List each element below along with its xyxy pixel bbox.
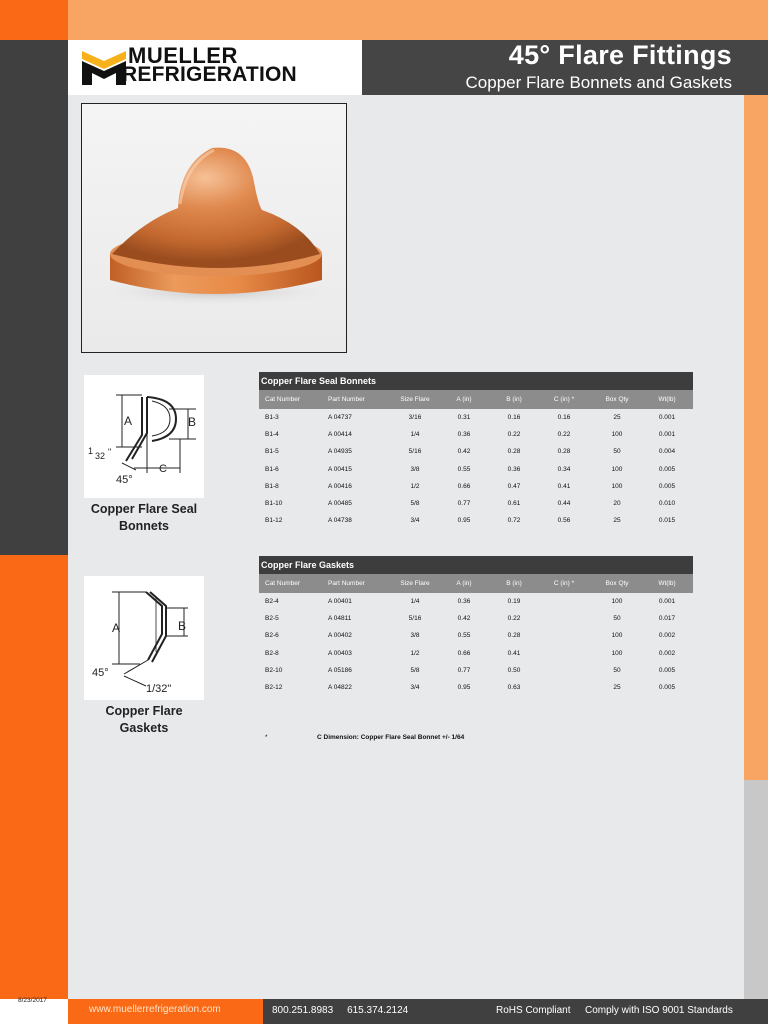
cell-box-qty: 25 <box>613 683 621 691</box>
cell-weight: 0.010 <box>658 499 676 507</box>
gasket-caption <box>74 703 214 737</box>
dim-label-c: C <box>159 463 167 475</box>
cell-b: 0.22 <box>507 615 521 623</box>
cell-a: 0.66 <box>457 649 471 657</box>
cell-size-flare: 3/4 <box>410 517 420 525</box>
table-row <box>259 512 693 529</box>
left-accent-dark <box>0 40 68 555</box>
cell-cat-number: B2-5 <box>265 615 279 623</box>
cell-part-number: A 04737 <box>328 414 352 421</box>
cell-part-number: A 04811 <box>328 615 352 623</box>
cell-size-flare: 3/4 <box>410 683 420 691</box>
col-b: B (in) <box>506 580 522 587</box>
footer-phone-numbers: 800.251.8983 615.374.2124 <box>272 1005 409 1016</box>
cell-b: 0.50 <box>507 666 521 674</box>
dim-label-fraction-num: 1 <box>88 446 94 456</box>
cell-cat-number: B1-3 <box>265 414 279 421</box>
cell-size-flare: 5/16 <box>408 615 422 623</box>
gasket-caption-line1: Copper Flare <box>105 704 183 718</box>
table-row <box>259 495 693 512</box>
col-c: C (in) * <box>553 580 575 587</box>
table-row <box>259 409 693 426</box>
cell-cat-number: B2-12 <box>265 683 283 691</box>
gasket-caption-line2: Gaskets <box>119 721 169 735</box>
gaskets-table <box>259 556 693 696</box>
cell-weight: 0.001 <box>658 414 676 421</box>
cell-box-qty: 50 <box>613 666 621 674</box>
gaskets-table-header <box>259 574 693 593</box>
cell-box-qty: 100 <box>611 465 623 473</box>
cell-part-number: A 00403 <box>328 649 352 657</box>
table-row <box>259 662 693 679</box>
col-size-flare: Size Flare <box>400 396 430 403</box>
cell-size-flare: 5/16 <box>408 448 422 456</box>
col-weight: Wt(lb) <box>658 580 676 587</box>
cell-cat-number: B1-10 <box>265 499 283 507</box>
cell-b: 0.41 <box>507 649 521 657</box>
cell-c: 0.44 <box>557 499 571 507</box>
cell-cat-number: B2-6 <box>265 632 279 640</box>
gasket-label-a: A <box>112 621 121 635</box>
col-part-number: Part Number <box>328 580 365 587</box>
cell-a: 0.36 <box>457 598 471 605</box>
bonnet-caption <box>74 501 214 535</box>
cell-b: 0.22 <box>507 431 521 439</box>
cell-c: 0.41 <box>557 482 571 490</box>
cell-a: 0.55 <box>457 632 471 640</box>
cell-a: 0.77 <box>457 499 471 507</box>
cell-part-number: A 00402 <box>328 632 352 640</box>
cell-cat-number: B1-12 <box>265 517 283 525</box>
top-accent-bar <box>68 0 768 40</box>
bonnet-caption-line1: Copper Flare Seal <box>90 502 198 516</box>
footer-website-link[interactable]: www.muellerrefrigeration.com <box>89 1004 221 1015</box>
dim-label-fraction-den: 32 <box>95 451 106 461</box>
cell-a: 0.95 <box>457 683 471 691</box>
cell-weight: 0.001 <box>658 431 676 439</box>
left-accent-top <box>0 0 68 40</box>
cell-b: 0.19 <box>507 598 521 605</box>
cell-size-flare: 5/8 <box>410 666 420 674</box>
cell-box-qty: 100 <box>611 431 623 439</box>
cell-box-qty: 50 <box>613 615 621 623</box>
cell-cat-number: B1-8 <box>265 482 279 490</box>
page-subtitle: Copper Flare Bonnets and Gaskets <box>465 73 732 92</box>
cell-cat-number: B2-8 <box>265 649 279 657</box>
cell-box-qty: 20 <box>613 499 621 507</box>
bonnet-caption-line2: Bonnets <box>119 519 169 533</box>
gasket-label-angle: 45° <box>92 667 109 679</box>
bonnet-dimension-diagram <box>84 375 204 498</box>
cell-b: 0.61 <box>507 499 521 507</box>
cell-size-flare: 3/8 <box>410 632 420 640</box>
table-row <box>259 610 693 627</box>
gasket-label-thickness: 1/32" <box>146 683 172 695</box>
page-title: 45° Flare Fittings <box>508 40 732 70</box>
col-c: C (in) * <box>553 396 575 403</box>
cell-size-flare: 1/4 <box>410 431 420 439</box>
cell-part-number: A 04822 <box>328 683 352 691</box>
cell-cat-number: B1-6 <box>265 465 279 473</box>
col-box-qty: Box Qty <box>605 396 629 403</box>
table-row <box>259 426 693 443</box>
col-size-flare: Size Flare <box>400 580 430 587</box>
cell-size-flare: 3/16 <box>408 414 422 421</box>
cell-c: 0.28 <box>557 448 571 456</box>
dim-label-angle: 45° <box>116 474 133 486</box>
cell-part-number: A 00416 <box>328 482 352 490</box>
footer-rohs: RoHS Compliant <box>496 1005 571 1016</box>
cell-cat-number: B1-5 <box>265 448 279 456</box>
cell-weight: 0.005 <box>658 482 676 490</box>
dim-label-a: A <box>124 414 133 428</box>
bonnets-table-header <box>259 390 693 409</box>
cell-c: 0.34 <box>557 465 571 473</box>
cell-box-qty: 100 <box>611 598 623 605</box>
cell-part-number: A 00414 <box>328 431 352 439</box>
cell-part-number: A 04738 <box>328 517 352 525</box>
copper-bonnet-illustration <box>82 104 346 352</box>
cell-weight: 0.015 <box>658 517 676 525</box>
gaskets-table-title: Copper Flare Gaskets <box>259 556 693 574</box>
cell-a: 0.31 <box>457 414 471 421</box>
cell-b: 0.72 <box>507 517 521 525</box>
cell-a: 0.66 <box>457 482 471 490</box>
cell-b: 0.16 <box>507 414 521 421</box>
dim-label-b: B <box>188 415 197 429</box>
cell-size-flare: 5/8 <box>410 499 420 507</box>
cell-c: 0.16 <box>557 414 571 421</box>
gasket-dimension-diagram <box>84 576 204 700</box>
cell-b: 0.47 <box>507 482 521 490</box>
cell-size-flare: 1/2 <box>410 482 420 490</box>
print-date: 8/23/2017 <box>18 997 47 1004</box>
cell-box-qty: 50 <box>613 448 621 456</box>
cell-box-qty: 100 <box>611 632 623 640</box>
cell-box-qty: 25 <box>613 414 621 421</box>
cell-part-number: A 04935 <box>328 448 352 456</box>
gasket-label-b: B <box>178 619 187 633</box>
cell-b: 0.28 <box>507 448 521 456</box>
col-part-number: Part Number <box>328 396 365 403</box>
right-accent-gray <box>744 780 768 999</box>
col-a: A (in) <box>456 396 472 403</box>
bonnets-table-body <box>259 409 693 529</box>
bonnets-table <box>259 372 693 529</box>
logo-text-mueller: MUELLER <box>128 43 238 68</box>
table-row <box>259 478 693 495</box>
logo-text-refrigeration: REFRIGERATION <box>122 63 297 86</box>
cell-weight: 0.002 <box>658 649 676 657</box>
cell-part-number: A 00401 <box>328 598 352 605</box>
footer-iso: Comply with ISO 9001 Standards <box>585 1005 733 1016</box>
cell-c: 0.56 <box>557 517 571 525</box>
gaskets-table-body <box>259 593 693 696</box>
dim-label-fraction-inch: " <box>108 447 112 457</box>
cell-cat-number: B2-4 <box>265 598 279 605</box>
cell-size-flare: 1/2 <box>410 649 420 657</box>
cell-a: 0.36 <box>457 431 471 439</box>
cell-box-qty: 100 <box>611 649 623 657</box>
cell-weight: 0.005 <box>658 666 676 674</box>
right-accent-orange <box>744 95 768 780</box>
cell-b: 0.63 <box>507 683 521 691</box>
cell-cat-number: B1-4 <box>265 431 279 439</box>
cell-weight: 0.001 <box>658 598 676 605</box>
mueller-logo-mark <box>82 47 126 85</box>
table-row <box>259 627 693 644</box>
footnote-text: C Dimension: Copper Flare Seal Bonnet +/- 1/64 <box>317 734 465 741</box>
cell-c: 0.22 <box>557 431 571 439</box>
cell-a: 0.42 <box>457 448 471 456</box>
footnote-marker: * <box>265 734 268 741</box>
cell-box-qty: 100 <box>611 482 623 490</box>
col-box-qty: Box Qty <box>605 580 629 587</box>
cell-size-flare: 3/8 <box>410 465 420 473</box>
table-row <box>259 679 693 696</box>
cell-b: 0.36 <box>507 465 521 473</box>
product-photo <box>81 103 347 353</box>
cell-part-number: A 00415 <box>328 465 352 473</box>
cell-box-qty: 25 <box>613 517 621 525</box>
col-b: B (in) <box>506 396 522 403</box>
cell-cat-number: B2-10 <box>265 666 283 674</box>
table-row <box>259 443 693 460</box>
col-cat-number: Cat Number <box>265 580 301 587</box>
cell-part-number: A 00485 <box>328 499 352 507</box>
col-cat-number: Cat Number <box>265 396 301 403</box>
cell-size-flare: 1/4 <box>410 598 420 605</box>
cell-weight: 0.005 <box>658 683 676 691</box>
cell-b: 0.28 <box>507 632 521 640</box>
cell-weight: 0.004 <box>658 448 676 456</box>
cell-a: 0.95 <box>457 517 471 525</box>
left-accent-bottom <box>0 555 68 999</box>
table-row <box>259 645 693 662</box>
cell-weight: 0.005 <box>658 465 676 473</box>
col-weight: Wt(lb) <box>658 396 676 403</box>
cell-a: 0.77 <box>457 666 471 674</box>
col-a: A (in) <box>456 580 472 587</box>
cell-weight: 0.002 <box>658 632 676 640</box>
cell-weight: 0.017 <box>658 615 676 623</box>
cell-a: 0.55 <box>457 465 471 473</box>
table-row <box>259 461 693 478</box>
table-row <box>259 593 693 610</box>
bonnets-table-title: Copper Flare Seal Bonnets <box>259 372 693 390</box>
cell-a: 0.42 <box>457 615 471 623</box>
cell-part-number: A 05186 <box>328 666 352 674</box>
